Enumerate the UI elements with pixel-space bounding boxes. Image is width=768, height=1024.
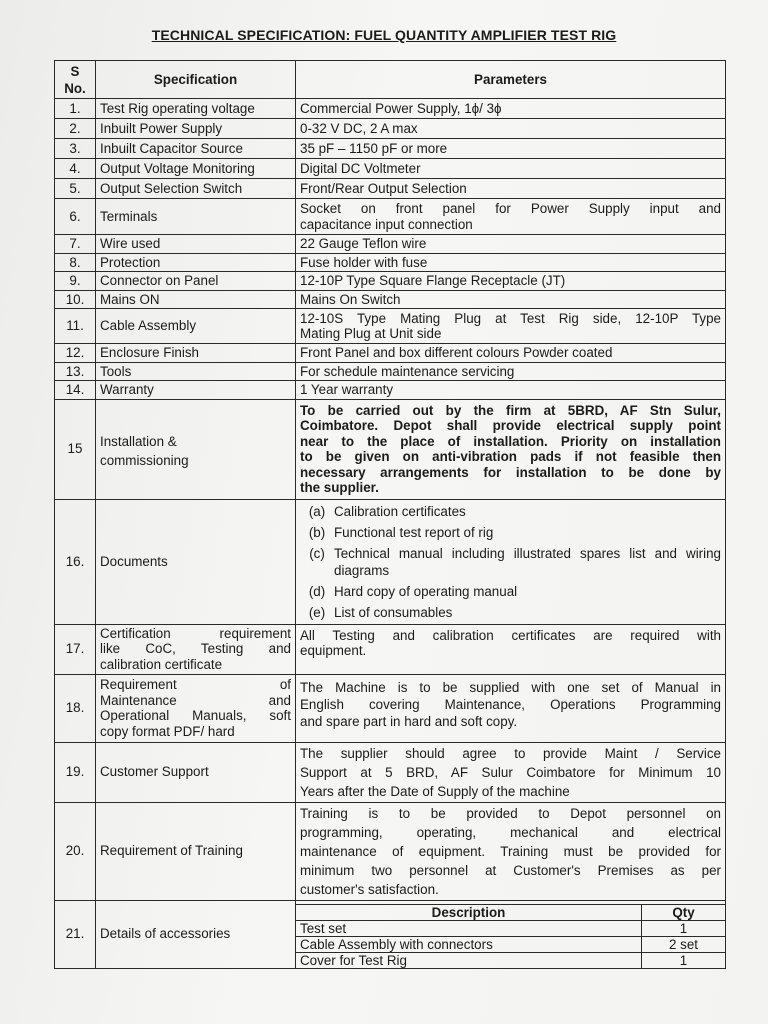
row-sno: 18. xyxy=(55,674,96,742)
accessory-description: Cover for Test Rig xyxy=(296,952,642,968)
row-param xyxy=(296,399,726,499)
row-param: Mains On Switch xyxy=(296,290,726,309)
row-sno: 6. xyxy=(55,199,96,235)
list-item: (a) Calibration certificates xyxy=(308,503,466,519)
table-row xyxy=(55,290,726,309)
row-param: Front/Rear Output Selection xyxy=(296,179,726,199)
row-sno: 11. xyxy=(55,309,96,344)
row-spec: Inbuilt Capacitor Source xyxy=(96,139,296,159)
param-line: and spare part in hard and soft copy. xyxy=(300,713,518,729)
row-param: 0-32 V DC, 2 A max xyxy=(296,119,726,139)
row-sno: 9. xyxy=(55,272,96,291)
accessory-qty: 2 set xyxy=(642,936,726,952)
row-spec: Customer Support xyxy=(96,742,296,802)
spec-line: calibration certificate xyxy=(100,656,223,672)
table-row xyxy=(55,199,726,235)
row-sno: 15 xyxy=(55,399,96,499)
accessories-cell xyxy=(296,900,726,968)
row-spec: Tools xyxy=(96,362,296,381)
table-row xyxy=(55,742,726,802)
table-row xyxy=(55,159,726,179)
list-item: (b) Functional test report of rig xyxy=(308,524,494,540)
spec-line: Maintenance and xyxy=(100,692,291,708)
table-row xyxy=(55,272,726,291)
param-line: Socket on front panel for Power Supply input and xyxy=(300,201,721,216)
spec-line: Requirement of xyxy=(100,677,291,692)
param-line: English covering Maintenance, Operations Programming xyxy=(300,696,721,712)
header-specification: Specification xyxy=(96,61,296,99)
table-row xyxy=(55,399,726,499)
row-param: 12-10P Type Square Flange Receptacle (JT) xyxy=(296,272,726,291)
row-spec: Cable Assembly xyxy=(96,309,296,344)
table-row xyxy=(55,179,726,199)
spec-line: commissioning xyxy=(100,453,189,468)
row-param xyxy=(296,499,726,624)
row-param: Digital DC Voltmeter xyxy=(296,159,726,179)
row-param xyxy=(296,742,726,802)
documents-list xyxy=(300,501,721,623)
accessory-description: Cable Assembly with connectors xyxy=(296,936,642,952)
param-line: The supplier should agree to provide Maint / Service xyxy=(300,745,721,761)
row-spec xyxy=(96,624,296,674)
row-param xyxy=(296,674,726,742)
row-sno: 8. xyxy=(55,253,96,272)
param-line: Training is to be provided to Depot personnel on xyxy=(300,805,721,821)
param-line: Support at 5 BRD, AF Sulur Coimbatore for Minimum 10 xyxy=(300,764,721,780)
row-sno: 17. xyxy=(55,624,96,674)
accessory-qty: 1 xyxy=(642,952,726,968)
param-line: necessary arrangements for installation to be done by xyxy=(300,464,721,480)
row-spec xyxy=(96,399,296,499)
spec-line: Installation & xyxy=(100,433,177,449)
row-param: 35 pF – 1150 pF or more xyxy=(296,139,726,159)
param-line: The Machine is to be supplied with one set of Manual in xyxy=(300,679,721,695)
list-item: (c) Technical manual including illustrated spares list and wiring diagrams xyxy=(309,545,721,578)
accessories-table xyxy=(295,904,726,969)
header-parameters: Parameters xyxy=(296,61,726,99)
table-row xyxy=(55,381,726,400)
row-spec: Requirement of Training xyxy=(96,802,296,900)
row-param: Commercial Power Supply, 1ϕ/ 3ϕ xyxy=(296,99,726,119)
table-header-row xyxy=(55,61,726,99)
row-param: Fuse holder with fuse xyxy=(296,253,726,272)
row-spec: Inbuilt Power Supply xyxy=(96,119,296,139)
table-row xyxy=(55,253,726,272)
table-row xyxy=(55,624,726,674)
row-spec: Warranty xyxy=(96,381,296,400)
param-line: minimum two personnel at Customer's Premises as per xyxy=(300,862,721,878)
table-row xyxy=(55,900,726,968)
row-sno: 14. xyxy=(55,381,96,400)
param-line: equipment. xyxy=(300,643,367,658)
spec-line: like CoC, Testing and xyxy=(100,641,291,657)
specification-table xyxy=(54,60,726,969)
table-row xyxy=(55,99,726,119)
spec-line: Operational Manuals, soft xyxy=(100,708,291,723)
list-item: (d) Hard copy of operating manual xyxy=(308,583,518,599)
param-line: to be given on anti-vibration pads if not feasible then xyxy=(300,449,721,464)
row-param: 22 Gauge Teflon wire xyxy=(296,235,726,254)
row-spec: Documents xyxy=(96,499,296,624)
row-param: 1 Year warranty xyxy=(296,381,726,400)
param-line: near to the place of installation. Priority on installation xyxy=(300,433,721,449)
row-sno: 4. xyxy=(55,159,96,179)
param-line: Coimbatore. Depot shall provide electrical supply point xyxy=(300,418,721,433)
table-row xyxy=(55,674,726,742)
row-sno: 7. xyxy=(55,235,96,254)
param-line: Years after the Date of Supply of the machine xyxy=(300,783,570,799)
row-sno: 5. xyxy=(55,179,96,199)
table-row xyxy=(55,139,726,159)
row-spec: Details of accessories xyxy=(96,900,296,968)
table-row xyxy=(55,309,726,344)
row-param xyxy=(296,199,726,235)
table-row xyxy=(55,119,726,139)
param-line: To be carried out by the firm at 5BRD, AF Stn Sulur, xyxy=(300,402,721,418)
row-spec: Enclosure Finish xyxy=(96,344,296,363)
row-param xyxy=(296,309,726,344)
row-sno: 16. xyxy=(55,499,96,624)
row-sno: 1. xyxy=(55,99,96,119)
param-line: capacitance input connection xyxy=(300,216,473,232)
row-sno: 20. xyxy=(55,802,96,900)
row-param xyxy=(296,802,726,900)
row-sno: 12. xyxy=(55,344,96,363)
param-line: the supplier. xyxy=(300,480,379,495)
row-param: Front Panel and box different colours Powder coated xyxy=(296,344,726,363)
row-sno: 13. xyxy=(55,362,96,381)
param-line: All Testing and calibration certificates are required with xyxy=(300,627,721,643)
row-spec: Connector on Panel xyxy=(96,272,296,291)
param-line: Mating Plug at Unit side xyxy=(300,326,442,341)
table-row xyxy=(55,235,726,254)
document-title: TECHNICAL SPECIFICATION: FUEL QUANTITY AMPLIFIER TEST RIG xyxy=(151,27,617,43)
table-row xyxy=(55,344,726,363)
param-line: programming, operating, mechanical and electrical xyxy=(300,824,721,840)
accessory-qty: 1 xyxy=(642,920,726,936)
row-param xyxy=(296,624,726,674)
row-spec: Terminals xyxy=(96,199,296,235)
param-line: customer's satisfaction. xyxy=(300,881,439,897)
row-spec: Test Rig operating voltage xyxy=(96,99,296,119)
row-spec: Output Voltage Monitoring xyxy=(96,159,296,179)
row-spec: Wire used xyxy=(96,235,296,254)
row-sno: 19. xyxy=(55,742,96,802)
table-row xyxy=(55,362,726,381)
row-sno: 3. xyxy=(55,139,96,159)
table-row xyxy=(296,936,726,952)
table-row xyxy=(55,802,726,900)
row-sno: 21. xyxy=(55,900,96,968)
accessories-header-qty: Qty xyxy=(642,904,726,920)
table-row xyxy=(296,952,726,968)
header-sno: S No. xyxy=(55,61,96,99)
table-row xyxy=(55,499,726,624)
row-spec: Output Selection Switch xyxy=(96,179,296,199)
table-row xyxy=(296,920,726,936)
param-line: maintenance of equipment. Training must be provided for xyxy=(300,843,721,859)
accessories-header-description: Description xyxy=(296,904,642,920)
row-param: For schedule maintenance servicing xyxy=(296,362,726,381)
accessories-header-row xyxy=(296,904,726,920)
row-spec: Protection xyxy=(96,253,296,272)
row-spec: Mains ON xyxy=(96,290,296,309)
row-sno: 2. xyxy=(55,119,96,139)
row-sno: 10. xyxy=(55,290,96,309)
spec-line: copy format PDF/ hard xyxy=(100,723,235,739)
accessory-description: Test set xyxy=(296,920,642,936)
spec-line: Certification requirement xyxy=(100,625,291,641)
row-spec xyxy=(96,674,296,742)
param-line: 12-10S Type Mating Plug at Test Rig side, 12-10P Type xyxy=(300,310,721,326)
list-item: (e) List of consumables xyxy=(308,604,453,620)
